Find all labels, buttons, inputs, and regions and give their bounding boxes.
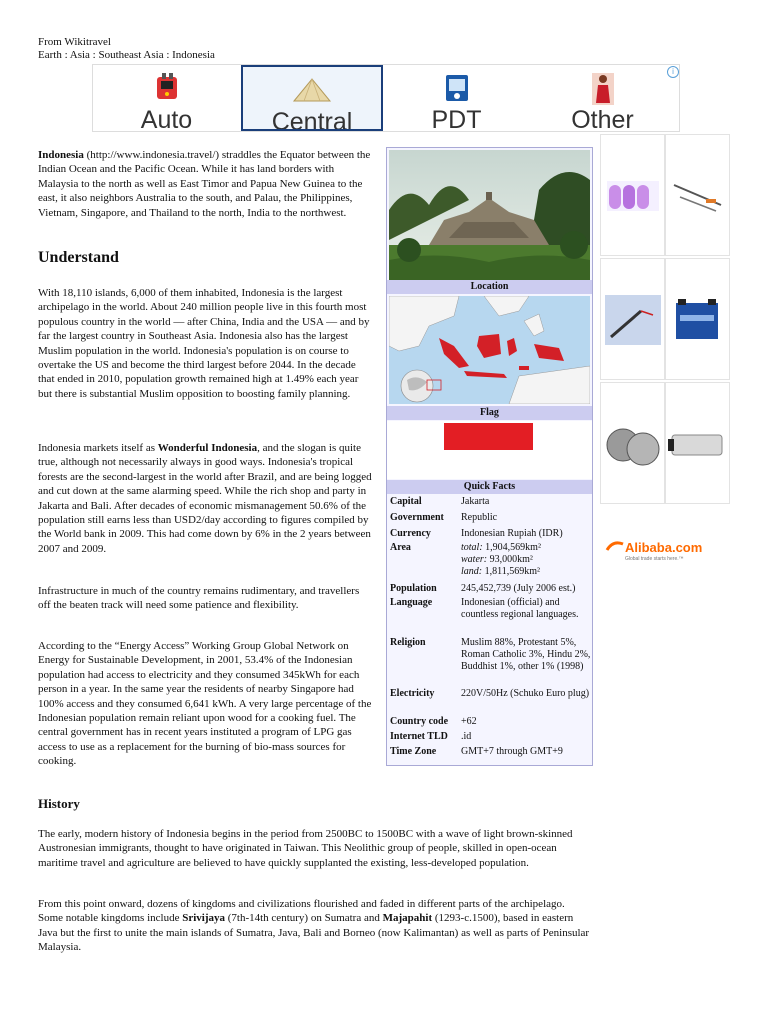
right-ad-panel[interactable]: [600, 134, 729, 588]
ad-item-label: Auto: [140, 106, 193, 131]
page-header: [38, 36, 215, 62]
woman-figure-icon: [590, 71, 616, 103]
location-map: [389, 296, 590, 404]
fact-value: total: 1,904,569km² water: 93,000km² land: 1,811,569km²: [461, 542, 541, 577]
quick-facts-header: Quick Facts: [387, 480, 592, 494]
alibaba-logo[interactable]: [603, 534, 727, 564]
fact-key: Language: [390, 597, 433, 608]
fact-key: Electricity: [390, 688, 435, 699]
understand-paragraph-4: According to the “Energy Access” Working Group Global Network on Energy for Sustainable Development, in 2001, 53.4% of the Indonesian population had access to electricity and they consumed 345kWh for each person in a year. In the same year the residents of nearby Singapore had 100% access and they consumed 6,641 kWh. A very large percentage of the Indonesian population remain reliant upon wood for a cooking fuel. The central government has in recent years instituted a program of LPG gas access to use as a replacement for the burning of bio-mass sources for cooking.: [38, 640, 372, 768]
alibaba-tagline: Global trade starts here.™: [625, 556, 684, 562]
intro-bold: Indonesia: [38, 149, 84, 161]
ad-product-battery-pack[interactable]: [665, 382, 730, 504]
ad-product-lipo-battery[interactable]: [600, 258, 665, 380]
motorcycle-battery-icon: [666, 259, 729, 379]
fact-key: Country code: [390, 716, 449, 727]
flag-area: [387, 421, 592, 479]
indonesia-flag: [387, 421, 592, 479]
intro-text: (http://www.indonesia.travel/) straddles the Equator between the Indian Ocean and the Pacific Ocean. While it has land borders with Malaysia to the north as well as East Timor and Papua New Guinea to the east, it also neighbors Australia to the south, and Palau, the Philippines, Vietnam, Singapore, and Thailand to the north, India to the northwest.: [38, 149, 371, 219]
fact-key: Religion: [390, 637, 426, 648]
alibaba-brand: Alibaba.com: [625, 540, 703, 555]
source-line: From Wikitravel: [38, 36, 111, 48]
battery-cells-icon: [601, 135, 664, 255]
battery-pack-icon: [666, 383, 729, 503]
fact-value: Indonesian Rupiah (IDR): [461, 528, 563, 539]
fact-value: +62: [461, 716, 477, 727]
ad-item-label: Central: [271, 108, 353, 131]
fact-key: Area: [390, 542, 411, 553]
fact-value: Muslim 88%, Protestant 5%, Roman Catholic 3%, Hindu 2%, Buddhist 1%, other 1% (1998): [461, 637, 591, 672]
fact-key: Internet TLD: [390, 731, 448, 742]
adchoices-icon[interactable]: i: [667, 66, 679, 78]
alibaba-logo-icon: [603, 534, 727, 564]
fact-value: 220V/50Hz (Schuko Euro plug): [461, 688, 590, 699]
ad-product-motorcycle-battery[interactable]: [665, 258, 730, 380]
coin-cell-icon: [601, 383, 664, 503]
understand-paragraph-1: With 18,110 islands, 6,000 of them inhabited, Indonesia is the largest archipelago in the world. About 240 million people live in this fourth most populous country in the world — after China, India and the USA — and by far the largest country in Southeast Asia. Indonesia also has the largest Muslim population in the world. Indonesia's population is on course to overtake the US and become the third largest before 2044. In the decade that ended in 2010, population growth remained high at 1.49% each year but there is substantial Muslim opposition to boosting family planning.: [38, 287, 370, 400]
straw-hat-icon: [292, 73, 332, 105]
fact-key: Capital: [390, 496, 422, 507]
infobox: [386, 147, 593, 766]
film-sheets-icon: [666, 135, 729, 255]
history-paragraph-2: From this point onward, dozens of kingdoms and civilizations flourished and faded in different parts of the archipelago. Some notable kingdoms include Srivijaya (7th-14th century) on Sumatra and Majapahit (1293-c.1500), based in eastern Java but the first to unite the main islands of Sumatra, Java, Bali and Borneo (now Kalimantan) as well as parts of Peninsular Malaysia.: [38, 898, 590, 954]
ad-product-film-sheets[interactable]: [665, 134, 730, 256]
battery-charger-icon: [154, 71, 180, 103]
majapahit-bold: Majapahit: [382, 912, 433, 925]
location-header: Location: [387, 280, 592, 294]
breadcrumb[interactable]: Earth : Asia : Southeast Asia : Indonesia: [38, 49, 215, 61]
ad-product-battery-cells[interactable]: [600, 134, 665, 256]
fact-value: 245,452,739 (July 2006 est.): [461, 583, 576, 594]
understand-paragraph-3: Infrastructure in much of the country remains rudimentary, and travellers off the beaten track will need some patience and flexibility.: [38, 585, 360, 612]
ad-item-central[interactable]: [241, 65, 383, 131]
fact-key: Time Zone: [390, 746, 437, 757]
lipo-battery-icon: [601, 259, 664, 379]
fact-key: Population: [390, 583, 437, 594]
understand-paragraph-2: Indonesia markets itself as Wonderful Indonesia, and the slogan is quite true, although not necessarily always in good ways. Indonesia's tropical forests are the second-largest in the world after Brazil, and are being logged and cut down at the same alarming speed. While the rich shop and party in Jakarta and Bali. After decades of economic mismanagement 50.6% of the population still earns less than USD2/day according to figures compiled by the World bank in 2009. This had come down by 6% in the 2 years between 2007 and 2009.: [38, 442, 372, 555]
fact-value: Indonesian (official) and countless regional languages.: [461, 597, 579, 620]
history-paragraph-1: The early, modern history of Indonesia begins in the period from 2500BC to 1500BC with a wave of light brown-skinned Austronesian immigrants, thought to have originated in Taiwan. This Neolithic group of people, skilled in open-ocean maritime travel and agriculture are believed to have quickly supplanted the existing, less-developed population.: [38, 828, 573, 869]
intro-paragraph: [38, 148, 374, 220]
wonderful-indonesia-bold: Wonderful Indonesia: [157, 442, 258, 454]
srivijaya-bold: Srivijaya: [182, 912, 225, 925]
ad-item-label: Other: [571, 106, 634, 131]
fact-value[interactable]: .id: [461, 731, 472, 742]
history-heading: History: [38, 796, 80, 811]
fact-key: Currency: [390, 528, 431, 539]
borobudur-photo: [389, 150, 590, 280]
device-box-icon: [444, 71, 470, 103]
ad-item-auto[interactable]: [95, 65, 238, 131]
fact-value: Republic: [461, 512, 498, 523]
ad-product-coin-cell[interactable]: [600, 382, 665, 504]
ad-item-label: PDT: [431, 106, 482, 131]
flag-header: Flag: [387, 406, 592, 420]
ad-item-other[interactable]: [531, 65, 674, 131]
fact-value: GMT+7 through GMT+9: [461, 746, 563, 757]
understand-heading: Understand: [38, 249, 119, 266]
ad-item-pdt[interactable]: [385, 65, 528, 131]
top-ad-banner[interactable]: [92, 64, 680, 132]
fact-value: Jakarta: [461, 496, 490, 507]
fact-key: Government: [390, 512, 444, 523]
